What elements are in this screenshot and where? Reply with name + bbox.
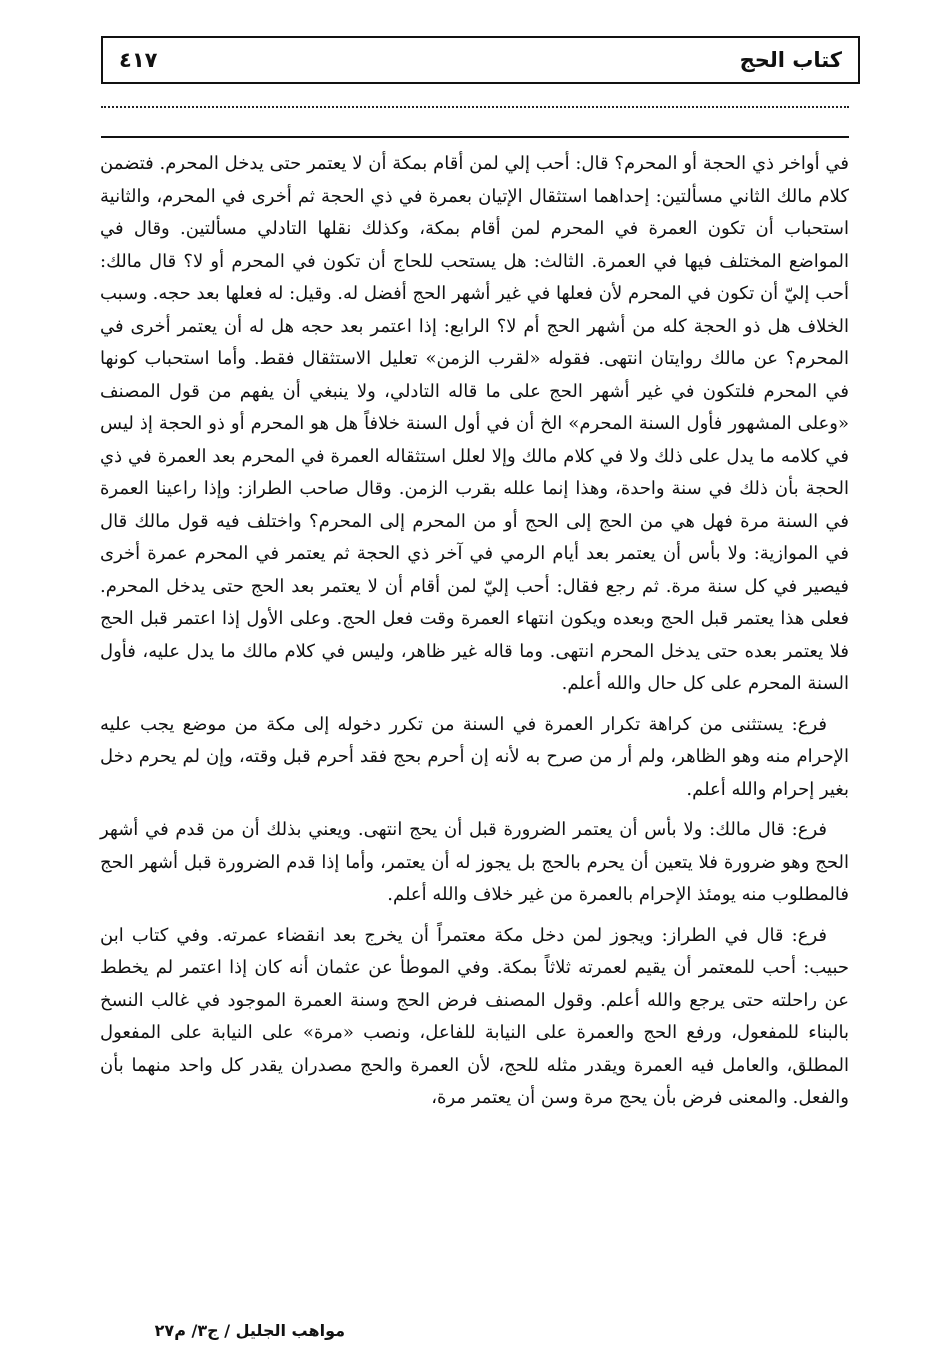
chapter-title: كتاب الحج [739, 48, 842, 72]
dotted-divider [101, 106, 849, 108]
running-header [101, 36, 860, 84]
paragraph-2: فرع: يستثنى من كراهة تكرار العمرة في السنة من تكرر دخوله إلى مكة من موضع يجب عليه الإحرام منه وهو الظاهر، ولم أر من صرح به لأنه إن أحرم بحج فقد أحرم قبل وقته، وإن لم يحرم دخل بغير إحرام والله أعلم. [100, 713, 849, 800]
footer-signature: مواهب الجليل / ج٣/ م٢٧ [154, 1321, 345, 1340]
header-rule [101, 136, 849, 138]
page-number: ٤١٧ [119, 48, 158, 72]
paragraph-3: فرع: قال مالك: ولا بأس أن يعتمر الضرورة قبل أن يحج انتهى. ويعني بذلك أن من قدم في أشهر الحج وهو ضرورة فلا يتعين أن يحرم بالحج بل يجوز له أن يعتمر، وأما إذا قدم الضرورة قبل أشهر الحج فالمطلوب منه يومئذ الإحرام بالعمرة من غير خلاف والله أعلم. [100, 819, 849, 905]
paragraph-1: في أواخر ذي الحجة أو المحرم؟ قال: أحب إلي لمن أقام بمكة أن لا يعتمر حتى يدخل المحرم. فتضمن كلام مالك الثاني مسألتين: إحداهما استثقال الإتيان بعمرة في ذي الحجة ثم أخرى في المحرم، والثانية استحباب أن تكون العمرة في المحرم لمن أقام بمكة، وكذلك نقلها التادلي مسألتين. وقال في المواضع المختلف فيها في العمرة. الثالث: هل يستحب للحاج أن تكون في المحرم أو لا؟ قال مالك: أحب إليّ أن تكون في المحرم لأن فعلها في غير أشهر الحج أفضل له. وقيل: له فعلها بعد حجه. وسبب الخلاف هل ذو الحجة كله من أشهر الحج أم لا؟ الرابع: إذا اعتمر بعد حجه هل له أن يعتمر أخرى في المحرم؟ عن مالك روايتان انتهى. فقوله «لقرب الزمن» تعليل الاستثقال فقط. وأما استحباب كونها في المحرم فلتكون في غير أشهر الحج على ما قاله التادلي، ولا ينبغي أن يفهم من قول المصنف «وعلى المشهور فأول السنة المحرم» الخ أن في أول السنة خلافاً هل هو المحرم أو ذو الحجة إذ ليس في كلامه ما يدل على ذلك ولا في كلام مالك وإلا لعلل استثقاله العمرة في المحرم بعد العمرة في ذي الحجة بأن ذلك في سنة واحدة، وهذا إنما علله بقرب الزمن. وقال صاحب الطراز: وإذا راعينا العمرة في السنة مرة فهل هي من الحج إلى الحج أو من المحرم إلى المحرم؟ واختلف فيه قول مالك قال في الموازية: ولا بأس أن يعتمر بعد أيام الرمي في آخر ذي الحجة ثم يعتمر في المحرم عمرة أخرى فيصير في كل سنة مرة. ثم رجع فقال: أحب إليّ لمن أقام أن لا يعتمر بعد الحج حتى يدخل المحرم. فعلى هذا يعتمر قبل الحج وبعده ويكون انتهاء العمرة وقت فعل الحج. وعلى الأول إذا اعتمر قبل الحج فلا يعتمر بعده حتى يدخل المحرم انتهى. وما قاله غير ظاهر، وليس في كلام مالك ما يدل عليه، فأول السنة المحرم على كل حال والله أعلم. [100, 153, 849, 694]
body-text [100, 148, 849, 1115]
paragraph-4: فرع: قال في الطراز: ويجوز لمن دخل مكة معتمراً أن يخرج بعد انقضاء عمرته. وفي كتاب ابن حبيب: أحب للمعتمر أن يقيم لعمرته ثلاثاً بمكة. وفي الموطأ عن عثمان أنه كان إذا اعتمر لم يخطط عن راحلته حتى يرجع والله أعلم. وقول المصنف فرض الحج وسنة العمرة الموجود في غالب النسخ بالبناء للمفعول، ورفع الحج والعمرة على النيابة للفاعل، ونصب «مرة» على النيابة على المفعول المطلق، والعامل فيه العمرة ويقدر مثله للحج، لأن العمرة والحج مصدران يقدر كل واحد منهما بأن والفعل. والمعنى فرض بأن يحج مرة وسن أن يعتمر مرة، [100, 924, 849, 1108]
